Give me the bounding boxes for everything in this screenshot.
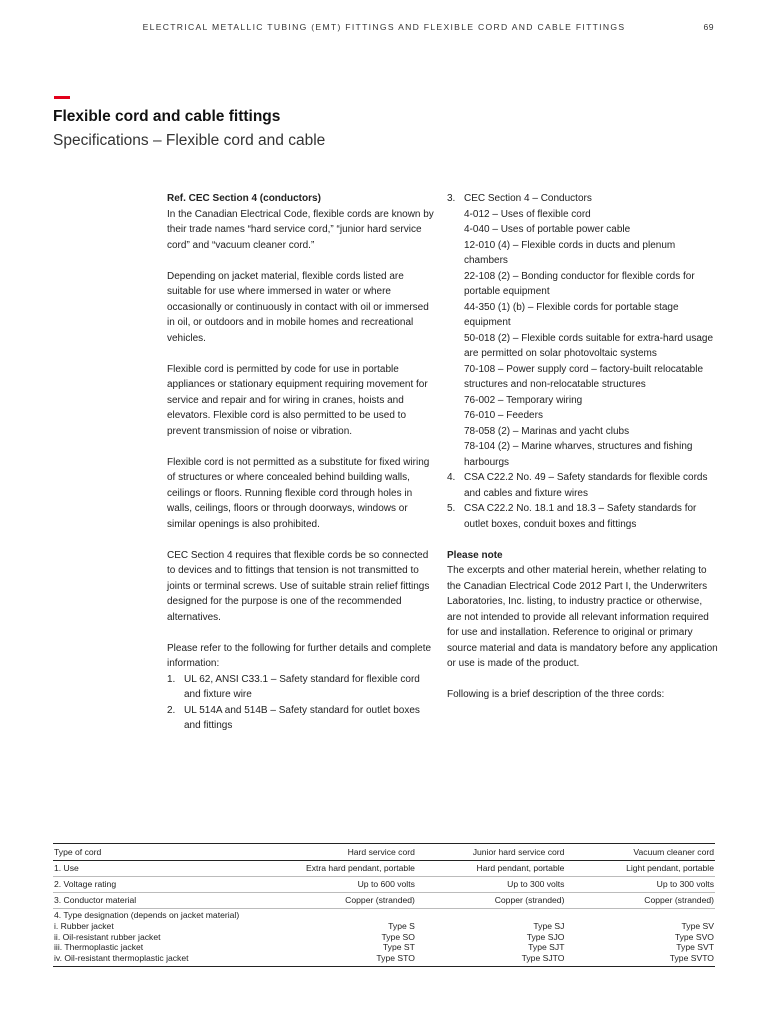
table-row [53, 861, 715, 877]
paragraph: Flexible cord is not permitted as a substitute for fixed wiring of structures or where concealed behind building walls, ceilings or floors. Running flexible cord through holes in walls, ceilings, floors or through doorways, windows or similar openings is also prohibited. [167, 456, 430, 530]
list-item [167, 703, 435, 734]
sub-item: 44-350 (1) (b) – Flexible cords for portable stage equipment [464, 301, 679, 328]
table-cell [565, 909, 715, 967]
table-cell: Hard pendant, portable [416, 861, 566, 877]
note-text: The excerpts and other material herein, whether relating to the Canadian Electrical Code 2012 Part I, the Underwriters Laboratories, Inc. listing, to industry practice or otherwise, are not intended to provide all relevant information required for use and installation. Reference to original or primary source material and data is mandatory before any application or use is made of the product. [447, 565, 718, 669]
list-number: 4. [447, 472, 456, 483]
type-code: Type SVO [674, 931, 714, 942]
paragraph: In the Canadian Electrical Code, flexible cords are known by their trade names “hard service cord,” “junior hard service cord” and “vacuum cleaner cord.” [167, 208, 434, 251]
jacket-type: iv. Oil-resistant thermoplastic jacket [54, 953, 189, 964]
running-header-title: ELECTRICAL METALLIC TUBING (EMT) FITTINGS AND FLEXIBLE CORD AND CABLE FITTINGS [142, 22, 626, 32]
type-code: Type SO [381, 931, 415, 942]
list-number: 5. [447, 503, 456, 514]
list-item [167, 672, 435, 703]
cord-spec-table [53, 843, 715, 967]
table-cell: Up to 300 volts [565, 877, 715, 893]
sub-item: 76-010 – Feeders [464, 410, 543, 421]
paragraph: Please refer to the following for further details and complete information: [167, 642, 432, 669]
table-cell: Copper (stranded) [565, 893, 715, 909]
closing-text: Following is a brief description of the three cords: [447, 689, 665, 700]
sub-item: 4-012 – Uses of flexible cord [464, 208, 591, 220]
right-column [447, 191, 719, 703]
paragraph: Flexible cord is permitted by code for use in portable appliances or stationary equipment requiring movement for service and repair and for wiring in cranes, hoists and elevators. Flexible cord is also permitted to be used to prevent transmission of noise or vibration. [167, 363, 428, 437]
left-column [167, 191, 435, 734]
table-cell: Up to 600 volts [255, 877, 416, 893]
type-code: Type ST [382, 942, 415, 953]
column-header: Vacuum cleaner cord [565, 844, 715, 861]
type-code: Type SJ [533, 920, 565, 931]
table-cell [53, 909, 255, 967]
type-code: Type SJO [526, 931, 565, 942]
table-cell: Copper (stranded) [255, 893, 416, 909]
reference-list-continued [447, 191, 719, 532]
table-header-row [53, 844, 715, 861]
list-text: CSA C22.2 No. 49 – Safety standards for flexible cords and cables and fixture wires [464, 472, 708, 499]
sub-item: 4-040 – Uses of portable power cable [464, 224, 631, 235]
reference-list [167, 672, 435, 734]
sub-item: 22-108 (2) – Bonding conductor for flexible cords for portable equipment [464, 270, 695, 297]
column-header: Junior hard service cord [416, 844, 566, 861]
table-cell: 3. Conductor material [53, 893, 255, 909]
list-number: 3. [447, 193, 456, 204]
type-code: Type S [388, 920, 415, 931]
type-code: Type SJTO [521, 953, 565, 964]
jacket-type: iii. Thermoplastic jacket [54, 942, 144, 953]
type-code: Type SVTO [669, 953, 714, 964]
section-heading: Ref. CEC Section 4 (conductors) [167, 193, 321, 204]
type-code: Type SVT [676, 942, 714, 953]
sub-item: 50-018 (2) – Flexible cords suitable for extra-hard usage are permitted on solar photovoltaic systems [464, 332, 714, 359]
paragraph: CEC Section 4 requires that flexible cords be so connected to devices and to fittings that tension is not transmitted to joints or terminal screws. Use of suitable strain relief fittings designed for the purpose is one of the recommended alternatives. [167, 549, 430, 623]
table-cell: Extra hard pendant, portable [255, 861, 416, 877]
list-number: 1. [167, 673, 176, 685]
paragraph: Depending on jacket material, flexible cords listed are suitable for use where immersed in water or where occasionally or continuously in contact with oil or immersed in oil, or outdoors and in mobile homes and recreational vehicles. [167, 270, 429, 344]
type-code: Type STO [376, 953, 415, 964]
sub-item: 70-108 – Power supply cord – factory-built relocatable structures and non-relocatable structures [464, 363, 704, 390]
table-cell: Up to 300 volts [416, 877, 566, 893]
list-item [447, 470, 719, 501]
sub-item: 78-104 (2) – Marine wharves, structures and fishing harbourgs [464, 441, 693, 468]
column-header: Hard service cord [255, 844, 416, 861]
list-text: UL 514A and 514B – Safety standard for outlet boxes and fittings [184, 704, 420, 731]
table-cell [416, 909, 566, 967]
accent-bar [54, 96, 70, 99]
sub-item: 78-058 (2) – Marinas and yacht clubs [464, 425, 630, 437]
list-text: CEC Section 4 – Conductors [464, 193, 592, 204]
page-number: 69 [703, 22, 714, 32]
type-code: Type SJT [528, 942, 565, 953]
note-heading: Please note [447, 549, 503, 561]
list-text: UL 62, ANSI C33.1 – Safety standard for flexible cord and fixture wire [184, 673, 420, 700]
table-cell: 2. Voltage rating [53, 877, 255, 893]
jacket-type: i. Rubber jacket [54, 920, 114, 931]
list-item [447, 501, 719, 532]
list-item [447, 191, 719, 470]
sub-item: 76-002 – Temporary wiring [464, 394, 583, 406]
running-header [0, 22, 768, 36]
page-subtitle: Specifications – Flexible cord and cable [53, 132, 326, 149]
list-number: 2. [167, 704, 176, 716]
table-cell: 1. Use [53, 861, 255, 877]
list-text: CSA C22.2 No. 18.1 and 18.3 – Safety standards for outlet boxes, conduit boxes and fittings [464, 503, 697, 530]
jacket-type: ii. Oil-resistant rubber jacket [54, 931, 161, 942]
table-row [53, 877, 715, 893]
table-cell: Copper (stranded) [416, 893, 566, 909]
designation-label: 4. Type designation (depends on jacket material) [54, 910, 240, 920]
type-code: Type SV [681, 920, 714, 931]
column-header: Type of cord [53, 844, 255, 861]
table-row [53, 893, 715, 909]
table-cell: Light pendant, portable [565, 861, 715, 877]
table-row-designation [53, 909, 715, 967]
page-title: Flexible cord and cable fittings [53, 108, 281, 125]
sub-item: 12-010 (4) – Flexible cords in ducts and plenum chambers [464, 239, 676, 266]
table-cell [255, 909, 416, 967]
